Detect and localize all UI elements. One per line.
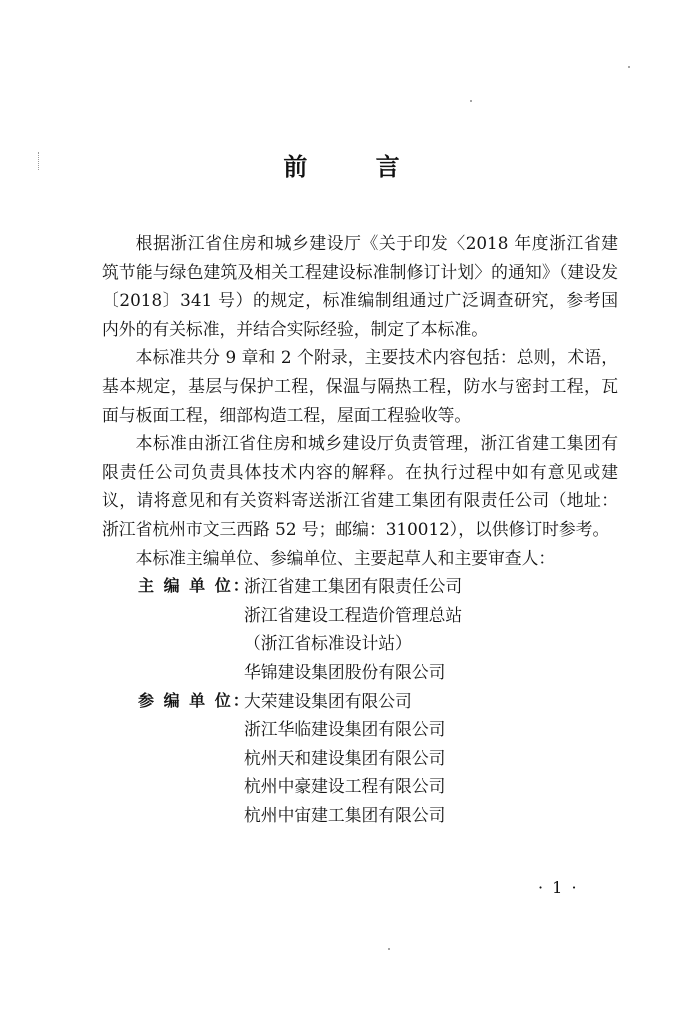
participating-units-list <box>244 687 445 830</box>
chief-units-block <box>102 572 618 686</box>
participating-unit-item: 杭州中宙建工集团有限公司 <box>244 804 446 825</box>
participating-unit-item: 浙江华临建设集团有限公司 <box>244 719 446 740</box>
scan-speck <box>388 948 390 950</box>
scan-speck <box>470 100 472 102</box>
page-title: 前 言 <box>283 153 430 181</box>
units-intro: 本标准主编单位、参编单位、主要起草人和主要审查人： <box>135 547 556 568</box>
chief-unit-item: 华锦建设集团股份有限公司 <box>244 661 446 682</box>
chief-units-list <box>244 572 462 686</box>
participating-unit-item: 杭州中豪建设工程有限公司 <box>244 776 446 797</box>
chief-unit-item: （浙江省标准设计站） <box>244 633 412 654</box>
body-text <box>102 229 618 829</box>
scan-speck <box>628 66 630 68</box>
paragraph-management: 本标准由浙江省住房和城乡建设厅负责管理，浙江省建工集团有限责任公司负责具体技术内容的解释。在执行过程中如有意见或建议，请将意见和有关资料寄送浙江省建工集团有限责任公司（地址：浙江省杭州市文三西路 52 号；邮编：310012），以供修订时参考。 <box>102 433 618 539</box>
chief-unit-item: 浙江省建设工程造价管理总站 <box>244 604 463 625</box>
participating-units-label: 参 编 单 位： <box>138 690 251 710</box>
participating-unit-item: 杭州天和建设集团有限公司 <box>244 747 446 768</box>
paragraph-contents: 本标准共分 9 章和 2 个附录，主要技术内容包括：总则，术语，基本规定，基层与保护工程，保温与隔热工程，防水与密封工程，瓦面与板面工程，细部构造工程，屋面工程验收等。 <box>102 347 618 425</box>
participating-unit-item: 大荣建设集团有限公司 <box>244 690 412 711</box>
participating-units-block <box>102 687 618 830</box>
chief-units-label: 主 编 单 位： <box>138 576 251 596</box>
chief-unit-item: 浙江省建工集团有限责任公司 <box>244 576 463 597</box>
page-number: · 1 · <box>538 878 579 897</box>
paragraph-basis: 根据浙江省住房和城乡建设厅《关于印发〈2018 年度浙江省建筑节能与绿色建筑及相关工程建设标准制修订计划〉的通知》（建设发〔2018〕341 号）的规定，标准编制组通过广泛调查研究，参考国内外的有关标准，并结合实际经验，制定了本标准。 <box>102 233 618 339</box>
